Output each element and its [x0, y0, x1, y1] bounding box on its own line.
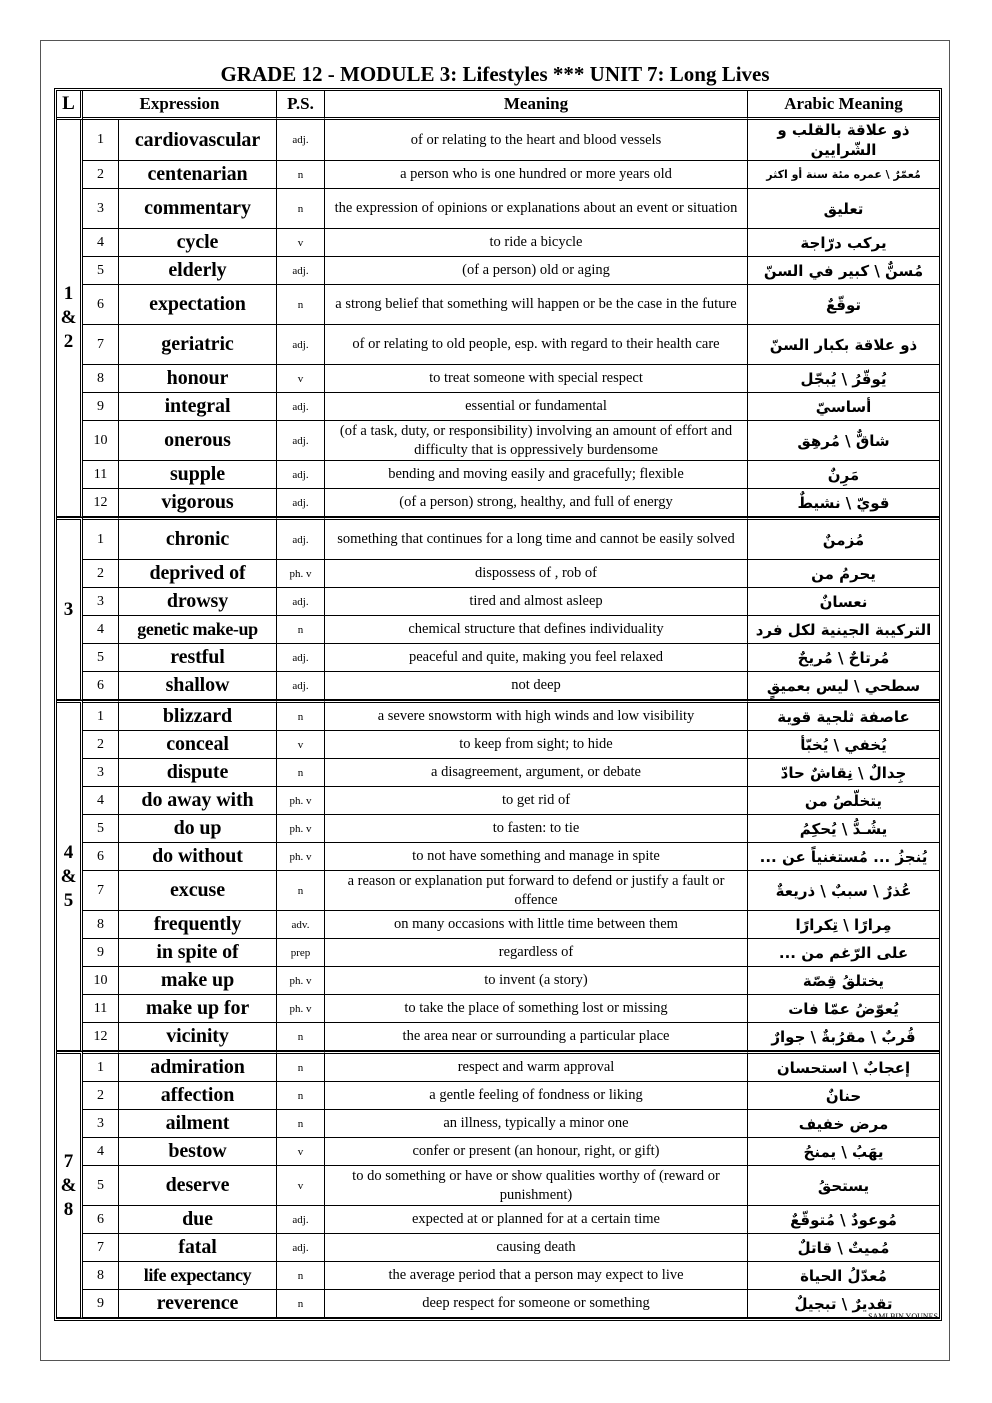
meaning-cell: a gentle feeling of fondness or liking [325, 1082, 748, 1110]
expression-cell: shallow [119, 672, 277, 700]
expression-cell: life expectancy [119, 1262, 277, 1290]
item-number: 7 [83, 325, 119, 365]
item-number: 7 [83, 1234, 119, 1262]
item-number: 7 [83, 871, 119, 911]
arabic-meaning-cell: ذو علاقة بالقلب و الشّرايين [748, 120, 939, 161]
table-row [57, 731, 939, 759]
author-credit: SAMI BIN YOUNES [868, 1312, 938, 1321]
expression-cell: excuse [119, 871, 277, 911]
arabic-meaning-cell: إعجابٌ \ استحسان [748, 1051, 939, 1082]
meaning-cell: something that continues for a long time and cannot be easily solved [325, 517, 748, 560]
meaning-cell: expected at or planned for at a certain time [325, 1206, 748, 1234]
expression-cell: ailment [119, 1110, 277, 1138]
table-row [57, 1051, 939, 1082]
meaning-cell: to take the place of something lost or missing [325, 995, 748, 1023]
item-number: 4 [83, 229, 119, 257]
expression-cell: onerous [119, 421, 277, 461]
expression-cell: vicinity [119, 1023, 277, 1051]
part-of-speech-cell: adj. [277, 325, 325, 365]
arabic-meaning-cell: التركيبة الجينية لكل فرد [748, 616, 939, 644]
item-number: 2 [83, 731, 119, 759]
expression-cell: geriatric [119, 325, 277, 365]
arabic-meaning-cell: جِدالٌ \ نِقاشٌ حادّ [748, 759, 939, 787]
expression-cell: chronic [119, 517, 277, 560]
part-of-speech-cell: adj. [277, 421, 325, 461]
part-of-speech-cell: ph. v [277, 560, 325, 588]
table-row [57, 229, 939, 257]
part-of-speech-cell: n [277, 871, 325, 911]
table-row [57, 1234, 939, 1262]
table-row [57, 1110, 939, 1138]
expression-cell: cardiovascular [119, 120, 277, 161]
meaning-cell: causing death [325, 1234, 748, 1262]
part-of-speech-cell: n [277, 1110, 325, 1138]
item-number: 1 [83, 1051, 119, 1082]
part-of-speech-cell: n [277, 700, 325, 731]
table-row [57, 939, 939, 967]
item-number: 1 [83, 700, 119, 731]
item-number: 3 [83, 759, 119, 787]
part-of-speech-cell: n [277, 1290, 325, 1318]
meaning-cell: to get rid of [325, 787, 748, 815]
header-expression: Expression [83, 91, 277, 120]
meaning-cell: chemical structure that defines individuality [325, 616, 748, 644]
arabic-meaning-cell: يُخفي \ يُخبّأ [748, 731, 939, 759]
item-number: 8 [83, 1262, 119, 1290]
expression-cell: make up for [119, 995, 277, 1023]
table-row [57, 1166, 939, 1206]
item-number: 4 [83, 1138, 119, 1166]
arabic-meaning-cell: أساسيّ [748, 393, 939, 421]
arabic-meaning-cell: مرض خفيف [748, 1110, 939, 1138]
expression-cell: in spite of [119, 939, 277, 967]
expression-cell: do away with [119, 787, 277, 815]
arabic-meaning-cell: مُسنٌّ \ كبير في السنّ [748, 257, 939, 285]
expression-cell: affection [119, 1082, 277, 1110]
part-of-speech-cell: adj. [277, 672, 325, 700]
item-number: 10 [83, 421, 119, 461]
expression-cell: due [119, 1206, 277, 1234]
arabic-meaning-cell: مُعمّرٌ \ عمره مئة سنة أو اكثر [748, 161, 939, 189]
table-row [57, 787, 939, 815]
meaning-cell: deep respect for someone or something [325, 1290, 748, 1318]
part-of-speech-cell: ph. v [277, 995, 325, 1023]
arabic-meaning-cell: شاقٌّ \ مُرهِق [748, 421, 939, 461]
part-of-speech-cell: ph. v [277, 967, 325, 995]
arabic-meaning-cell: ذو علاقة بكبار السنّ [748, 325, 939, 365]
expression-cell: frequently [119, 911, 277, 939]
table-row [57, 1023, 939, 1051]
meaning-cell: to treat someone with special respect [325, 365, 748, 393]
item-number: 2 [83, 161, 119, 189]
meaning-cell: to do something or have or show qualities worthy of (reward or punishment) [325, 1166, 748, 1206]
item-number: 4 [83, 787, 119, 815]
expression-cell: cycle [119, 229, 277, 257]
table-row [57, 1138, 939, 1166]
item-number: 5 [83, 815, 119, 843]
table-row [57, 365, 939, 393]
item-number: 9 [83, 393, 119, 421]
table-row [57, 325, 939, 365]
table-row [57, 285, 939, 325]
meaning-cell: a person who is one hundred or more years old [325, 161, 748, 189]
part-of-speech-cell: v [277, 1166, 325, 1206]
expression-cell: drowsy [119, 588, 277, 616]
expression-cell: vigorous [119, 489, 277, 517]
part-of-speech-cell: n [277, 189, 325, 229]
table-row [57, 161, 939, 189]
arabic-meaning-cell: يُعوّضُ عمّا فات [748, 995, 939, 1023]
arabic-meaning-cell: عُذرٌ \ سببٌ \ ذريعةٌ [748, 871, 939, 911]
meaning-cell: (of a person) strong, healthy, and full of energy [325, 489, 748, 517]
expression-cell: deserve [119, 1166, 277, 1206]
lesson-label: 7 & 8 [57, 1051, 83, 1318]
meaning-cell: the area near or surrounding a particular place [325, 1023, 748, 1051]
meaning-cell: to keep from sight; to hide [325, 731, 748, 759]
table-row [57, 120, 939, 161]
header-row [57, 91, 939, 120]
item-number: 4 [83, 616, 119, 644]
meaning-cell: to invent (a story) [325, 967, 748, 995]
arabic-meaning-cell: توقّعٌ [748, 285, 939, 325]
arabic-meaning-cell: يهَبُ \ يمنحُ [748, 1138, 939, 1166]
item-number: 6 [83, 1206, 119, 1234]
expression-cell: commentary [119, 189, 277, 229]
expression-cell: admiration [119, 1051, 277, 1082]
part-of-speech-cell: n [277, 759, 325, 787]
arabic-meaning-cell: عاصفة ثلجية قوية [748, 700, 939, 731]
table-row [57, 815, 939, 843]
part-of-speech-cell: adj. [277, 1234, 325, 1262]
meaning-cell: respect and warm approval [325, 1051, 748, 1082]
meaning-cell: tired and almost asleep [325, 588, 748, 616]
meaning-cell: regardless of [325, 939, 748, 967]
meaning-cell: to not have something and manage in spite [325, 843, 748, 871]
part-of-speech-cell: n [277, 616, 325, 644]
part-of-speech-cell: adj. [277, 257, 325, 285]
part-of-speech-cell: ph. v [277, 843, 325, 871]
header-ps: P.S. [277, 91, 325, 120]
part-of-speech-cell: n [277, 1023, 325, 1051]
meaning-cell: to fasten: to tie [325, 815, 748, 843]
meaning-cell: a strong belief that something will happen or be the case in the future [325, 285, 748, 325]
table-row [57, 1206, 939, 1234]
lesson-label: 4 & 5 [57, 700, 83, 1051]
table-row [57, 257, 939, 285]
table-row [57, 517, 939, 560]
part-of-speech-cell: adj. [277, 644, 325, 672]
part-of-speech-cell: adv. [277, 911, 325, 939]
lesson-label: 1 & 2 [57, 120, 83, 517]
meaning-cell: dispossess of , rob of [325, 560, 748, 588]
lesson-label: 3 [57, 517, 83, 700]
part-of-speech-cell: ph. v [277, 815, 325, 843]
part-of-speech-cell: adj. [277, 517, 325, 560]
expression-cell: centenarian [119, 161, 277, 189]
expression-cell: make up [119, 967, 277, 995]
expression-cell: do up [119, 815, 277, 843]
arabic-meaning-cell: يتخلّصُ من [748, 787, 939, 815]
part-of-speech-cell: v [277, 229, 325, 257]
item-number: 2 [83, 560, 119, 588]
part-of-speech-cell: adj. [277, 588, 325, 616]
part-of-speech-cell: v [277, 1138, 325, 1166]
item-number: 3 [83, 189, 119, 229]
part-of-speech-cell: n [277, 161, 325, 189]
item-number: 6 [83, 843, 119, 871]
table-row [57, 461, 939, 489]
arabic-meaning-cell: تعليق [748, 189, 939, 229]
expression-cell: supple [119, 461, 277, 489]
part-of-speech-cell: n [277, 285, 325, 325]
arabic-meaning-cell: يستحقُ [748, 1166, 939, 1206]
meaning-cell: to ride a bicycle [325, 229, 748, 257]
meaning-cell: an illness, typically a minor one [325, 1110, 748, 1138]
meaning-cell: the average period that a person may expect to live [325, 1262, 748, 1290]
item-number: 9 [83, 1290, 119, 1318]
expression-cell: bestow [119, 1138, 277, 1166]
expression-cell: reverence [119, 1290, 277, 1318]
arabic-meaning-cell: نعسانٌ [748, 588, 939, 616]
header-arabic: Arabic Meaning [748, 91, 939, 120]
part-of-speech-cell: adj. [277, 489, 325, 517]
item-number: 5 [83, 1166, 119, 1206]
item-number: 12 [83, 1023, 119, 1051]
meaning-cell: (of a task, duty, or responsibility) involving an amount of effort and difficulty that is oppressively burdensome [325, 421, 748, 461]
arabic-meaning-cell: سطحي \ ليس بعميقٍ [748, 672, 939, 700]
item-number: 9 [83, 939, 119, 967]
item-number: 8 [83, 911, 119, 939]
expression-cell: restful [119, 644, 277, 672]
part-of-speech-cell: v [277, 731, 325, 759]
arabic-meaning-cell: يُنجزُ ... مُستغنياً عن ... [748, 843, 939, 871]
meaning-cell: of or relating to the heart and blood vessels [325, 120, 748, 161]
part-of-speech-cell: adj. [277, 1206, 325, 1234]
table-row [57, 911, 939, 939]
part-of-speech-cell: adj. [277, 461, 325, 489]
expression-cell: blizzard [119, 700, 277, 731]
meaning-cell: on many occasions with little time between them [325, 911, 748, 939]
page-title: GRADE 12 - MODULE 3: Lifestyles *** UNIT 7: Long Lives [220, 62, 770, 86]
item-number: 1 [83, 517, 119, 560]
arabic-meaning-cell: يُوقّرُ \ يُبجّل [748, 365, 939, 393]
table-row [57, 1082, 939, 1110]
item-number: 6 [83, 285, 119, 325]
part-of-speech-cell: ph. v [277, 787, 325, 815]
expression-cell: honour [119, 365, 277, 393]
table-row [57, 616, 939, 644]
meaning-cell: bending and moving easily and gracefully; flexible [325, 461, 748, 489]
meaning-cell: a disagreement, argument, or debate [325, 759, 748, 787]
arabic-meaning-cell: تقديرٌ \ تبجيلٌ [748, 1290, 939, 1318]
part-of-speech-cell: v [277, 365, 325, 393]
table-row [57, 759, 939, 787]
table-row [57, 644, 939, 672]
item-number: 1 [83, 120, 119, 161]
vocabulary-table [54, 88, 942, 1321]
item-number: 12 [83, 489, 119, 517]
item-number: 11 [83, 461, 119, 489]
arabic-meaning-cell: مُعدّلُ الحياة [748, 1262, 939, 1290]
meaning-cell: a severe snowstorm with high winds and low visibility [325, 700, 748, 731]
item-number: 2 [83, 1082, 119, 1110]
table-row [57, 871, 939, 911]
table-row [57, 672, 939, 700]
meaning-cell: of or relating to old people, esp. with regard to their health care [325, 325, 748, 365]
meaning-cell: peaceful and quite, making you feel relaxed [325, 644, 748, 672]
expression-cell: integral [119, 393, 277, 421]
item-number: 5 [83, 644, 119, 672]
arabic-meaning-cell: قويّ \ نشيطٌ [748, 489, 939, 517]
expression-cell: expectation [119, 285, 277, 325]
arabic-meaning-cell: على الرّغم من ... [748, 939, 939, 967]
arabic-meaning-cell: مُزمنٌ [748, 517, 939, 560]
part-of-speech-cell: n [277, 1262, 325, 1290]
header-lesson: L [57, 91, 83, 120]
table-row [57, 489, 939, 517]
table-row [57, 843, 939, 871]
expression-cell: fatal [119, 1234, 277, 1262]
expression-cell: conceal [119, 731, 277, 759]
table-row [57, 967, 939, 995]
meaning-cell: not deep [325, 672, 748, 700]
expression-cell: genetic make-up [119, 616, 277, 644]
table-row [57, 700, 939, 731]
table-row [57, 588, 939, 616]
table-row [57, 421, 939, 461]
table-row [57, 189, 939, 229]
arabic-meaning-cell: مَرِنٌ [748, 461, 939, 489]
arabic-meaning-cell: مِرارًا \ تِكرارًا [748, 911, 939, 939]
arabic-meaning-cell: يشُـدُّ \ يُحكِمُ [748, 815, 939, 843]
item-number: 8 [83, 365, 119, 393]
item-number: 3 [83, 1110, 119, 1138]
part-of-speech-cell: n [277, 1051, 325, 1082]
arabic-meaning-cell: مُرتاحٌ \ مُريحٌ [748, 644, 939, 672]
table-row [57, 393, 939, 421]
header-meaning: Meaning [325, 91, 748, 120]
expression-cell: dispute [119, 759, 277, 787]
expression-cell: elderly [119, 257, 277, 285]
part-of-speech-cell: adj. [277, 120, 325, 161]
item-number: 3 [83, 588, 119, 616]
part-of-speech-cell: n [277, 1082, 325, 1110]
item-number: 11 [83, 995, 119, 1023]
table-row [57, 1262, 939, 1290]
arabic-meaning-cell: مُميتٌ \ قاتلٌ [748, 1234, 939, 1262]
item-number: 6 [83, 672, 119, 700]
part-of-speech-cell: adj. [277, 393, 325, 421]
arabic-meaning-cell: يختلقُ قِصّة [748, 967, 939, 995]
item-number: 10 [83, 967, 119, 995]
part-of-speech-cell: prep [277, 939, 325, 967]
meaning-cell: a reason or explanation put forward to defend or justify a fault or offence [325, 871, 748, 911]
expression-cell: deprived of [119, 560, 277, 588]
arabic-meaning-cell: قُربٌ \ مقرُبةٌ \ جوارٌ [748, 1023, 939, 1051]
meaning-cell: essential or fundamental [325, 393, 748, 421]
table-row [57, 560, 939, 588]
arabic-meaning-cell: يحرمُ من [748, 560, 939, 588]
item-number: 5 [83, 257, 119, 285]
arabic-meaning-cell: حنانٌ [748, 1082, 939, 1110]
meaning-cell: confer or present (an honour, right, or gift) [325, 1138, 748, 1166]
meaning-cell: (of a person) old or aging [325, 257, 748, 285]
expression-cell: do without [119, 843, 277, 871]
table-row [57, 995, 939, 1023]
arabic-meaning-cell: مُوعودٌ \ مُتوقّعٌ [748, 1206, 939, 1234]
meaning-cell: the expression of opinions or explanations about an event or situation [325, 189, 748, 229]
arabic-meaning-cell: يركب درّاجة [748, 229, 939, 257]
